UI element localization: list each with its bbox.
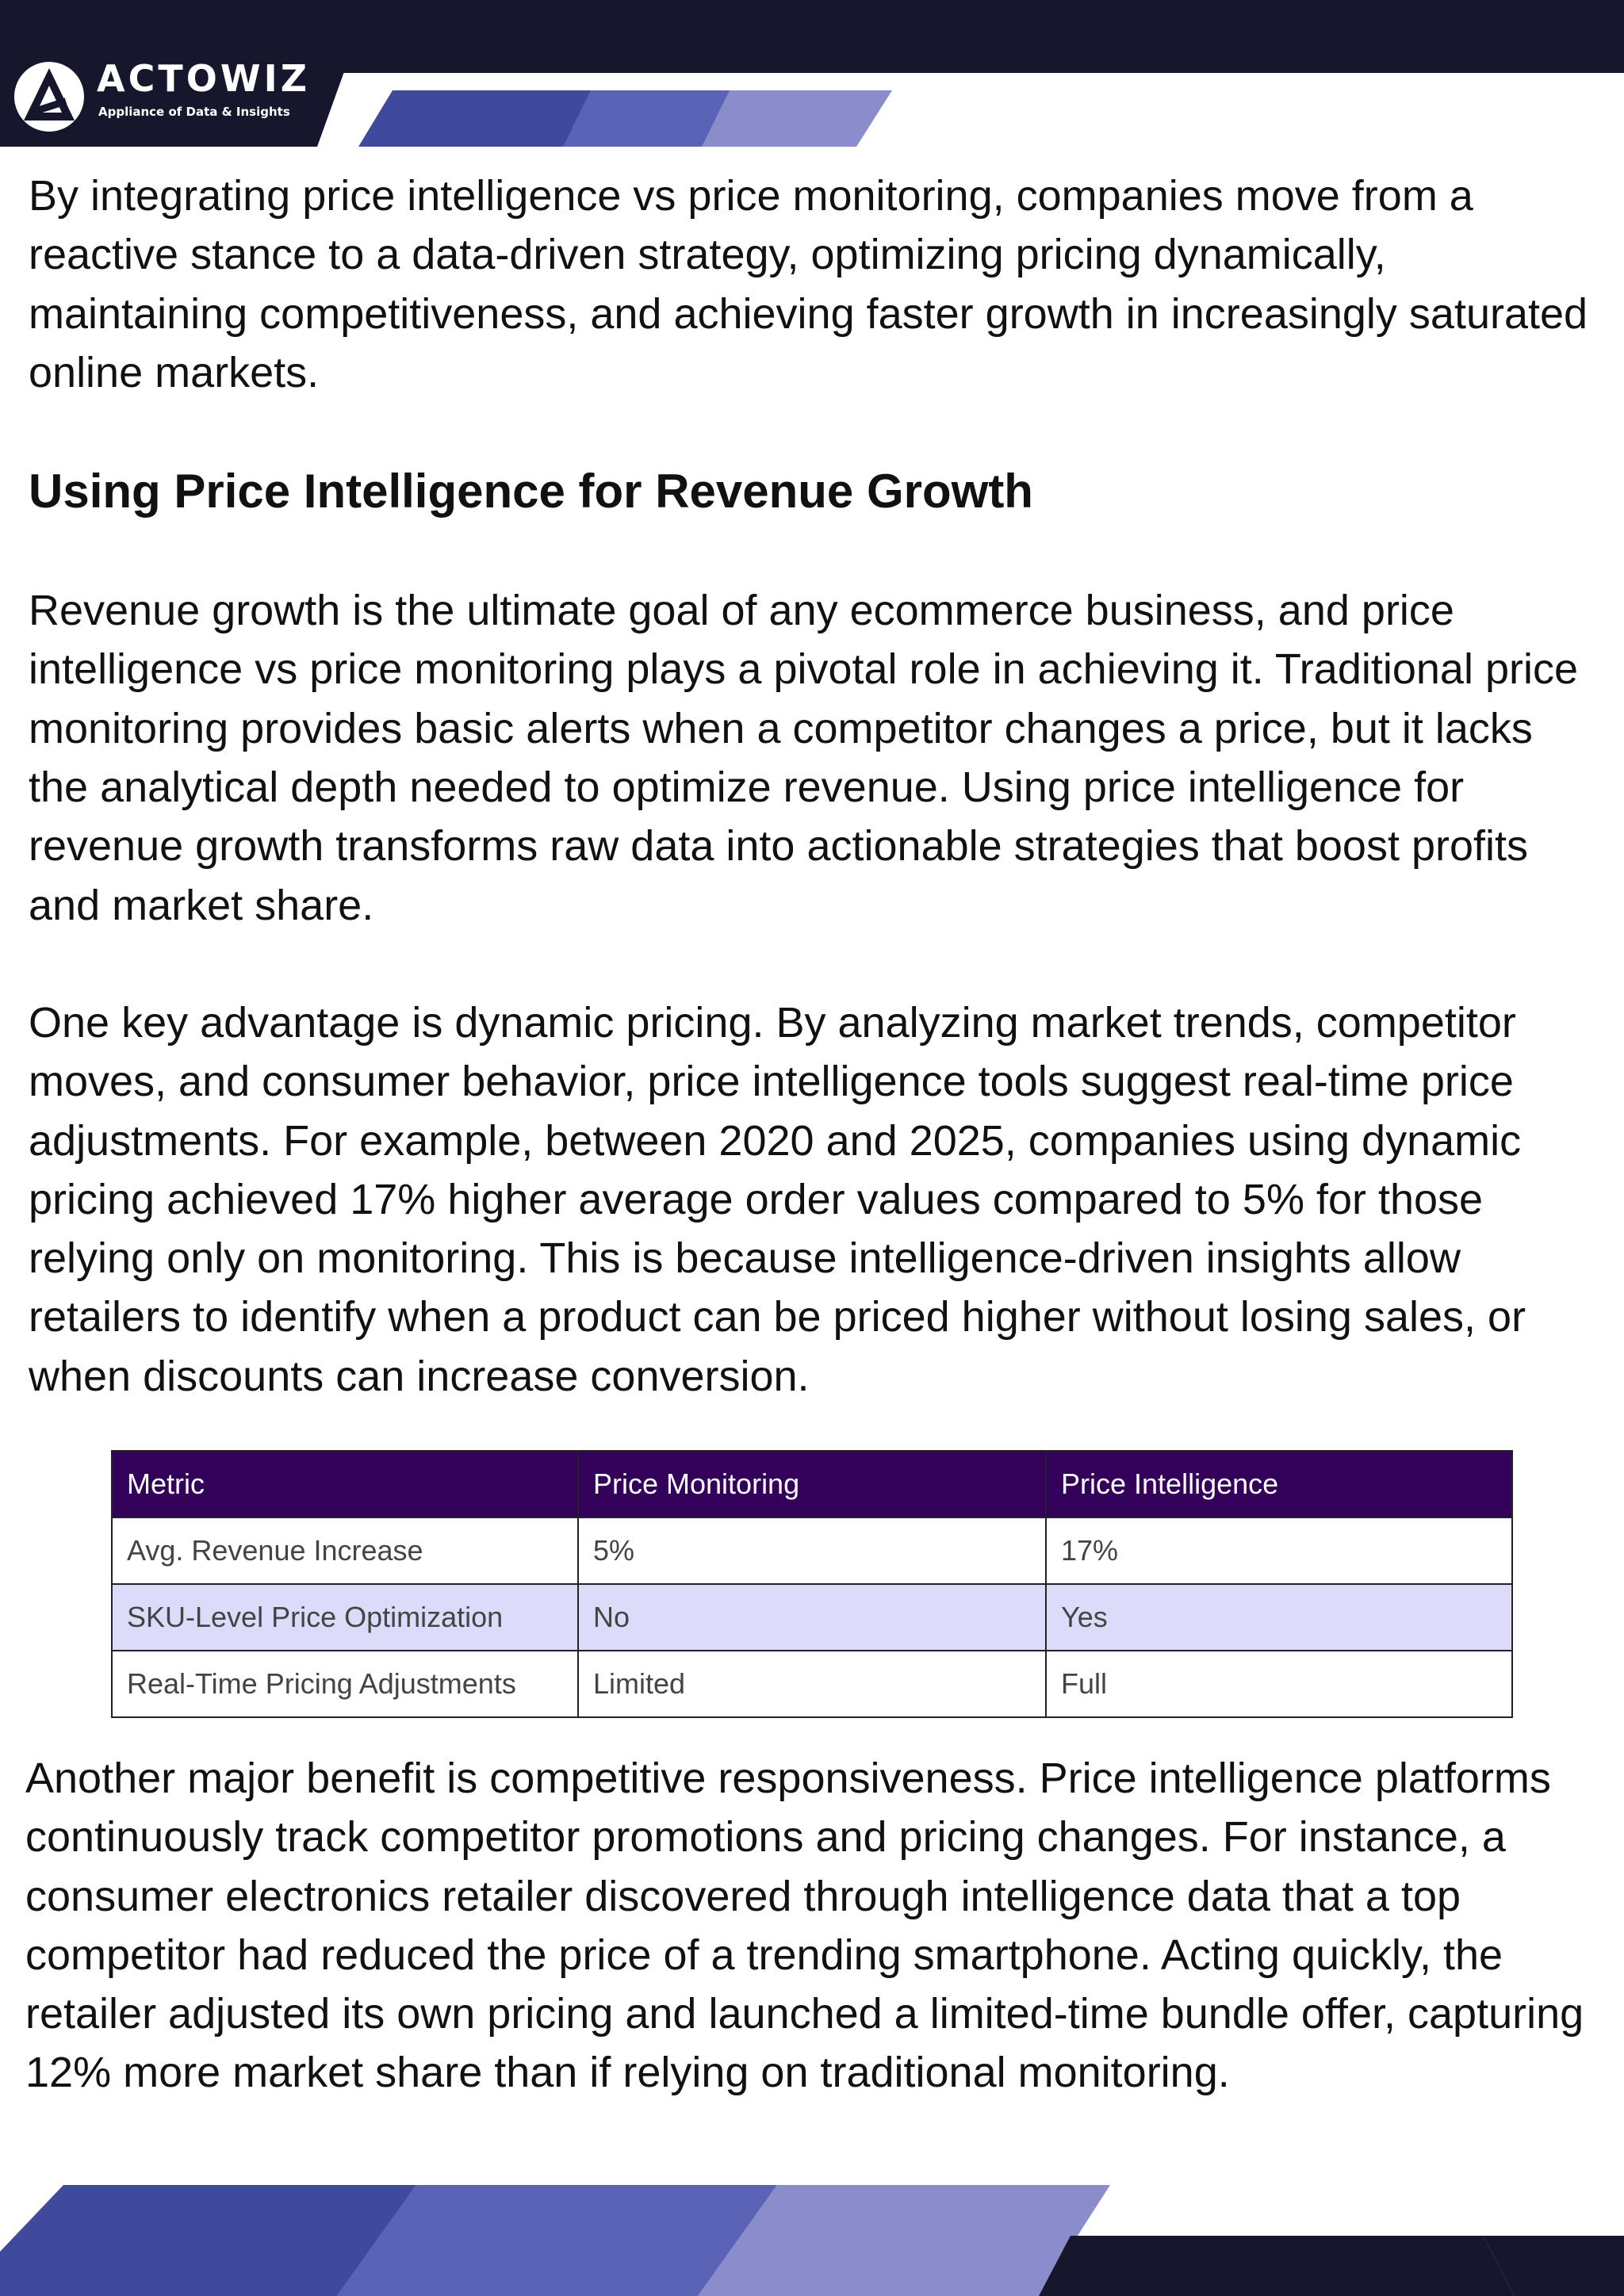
actowiz-logo-icon	[8, 54, 90, 136]
stripe-dark	[358, 90, 595, 147]
stripe-light	[702, 90, 892, 147]
comparison-table	[111, 1450, 1513, 1718]
table-header-cell: Price Intelligence	[1046, 1451, 1512, 1517]
table-cell: Yes	[1046, 1584, 1512, 1651]
table-row	[112, 1651, 1512, 1717]
intro-paragraph: By integrating price intelligence vs price monitoring, companies move from a reactive stance to a data-driven strategy, optimizing pricing dynamically, maintaining competitiveness, and achieving faster growth in increasingly saturated online markets.	[29, 172, 1588, 396]
spacer	[29, 935, 1599, 993]
table-cell: Limited	[578, 1651, 1046, 1717]
table-header-cell: Metric	[112, 1451, 578, 1517]
table-header-cell: Price Monitoring	[578, 1451, 1046, 1517]
comparison-table-wrapper	[111, 1450, 1511, 1718]
table-row	[112, 1517, 1512, 1584]
table-cell: 5%	[578, 1517, 1046, 1584]
article-content	[29, 166, 1599, 1406]
table-cell: No	[578, 1584, 1046, 1651]
table-row	[112, 1584, 1512, 1651]
footer-decoration	[0, 2172, 1624, 2296]
table-cell: SKU-Level Price Optimization	[112, 1584, 578, 1651]
table-header-row	[112, 1451, 1512, 1517]
closing-paragraph: Another major benefit is competitive responsiveness. Price intelligence platforms continuously track competitor promotions and pricing changes. For instance, a consumer electronics retailer discovered through intelligence data that a top competitor had reduced the price of a trending smartphone. Acting quickly, the retailer adjusted its own pricing and launched a limited-time bundle offer, capturing 12% more market share than if relying on traditional monitoring.	[25, 1755, 1584, 2097]
section-paragraph-1: Revenue growth is the ultimate goal of any ecommerce business, and price intelligence vs price monitoring plays a pivotal role in achieving it. Traditional price monitoring provides basic alerts when a competitor changes a price, but it lacks the analytical depth needed to optimize revenue. Using price intelligence for revenue growth transforms raw data into actionable strategies that boost profits and market share.	[29, 587, 1578, 929]
brand-logo[interactable]	[8, 54, 325, 147]
section-paragraph-2: One key advantage is dynamic pricing. By analyzing market trends, competitor moves, and consumer behavior, price intelligence tools suggest real-time price adjustments. For example, between 2020 and 2025, companies using dynamic pricing achieved 17% higher average order values compared to 5% for those relying only on monitoring. This is because intelligence-driven insights allow retailers to identify when a product can be priced higher without losing sales, or when discounts can increase conversion.	[29, 998, 1526, 1400]
section-heading: Using Price Intelligence for Revenue Growth	[29, 465, 1033, 519]
spacer	[29, 521, 1599, 581]
table-cell: Avg. Revenue Increase	[112, 1517, 578, 1584]
table-cell: Real-Time Pricing Adjustments	[112, 1651, 578, 1717]
brand-tagline: Appliance of Data & Insights	[98, 105, 290, 119]
brand-name: ACTOWIZ	[97, 57, 311, 100]
footer-band-dark	[1039, 2236, 1515, 2296]
spacer	[29, 402, 1599, 462]
table-cell: 17%	[1046, 1517, 1512, 1584]
table-cell: Full	[1046, 1651, 1512, 1717]
